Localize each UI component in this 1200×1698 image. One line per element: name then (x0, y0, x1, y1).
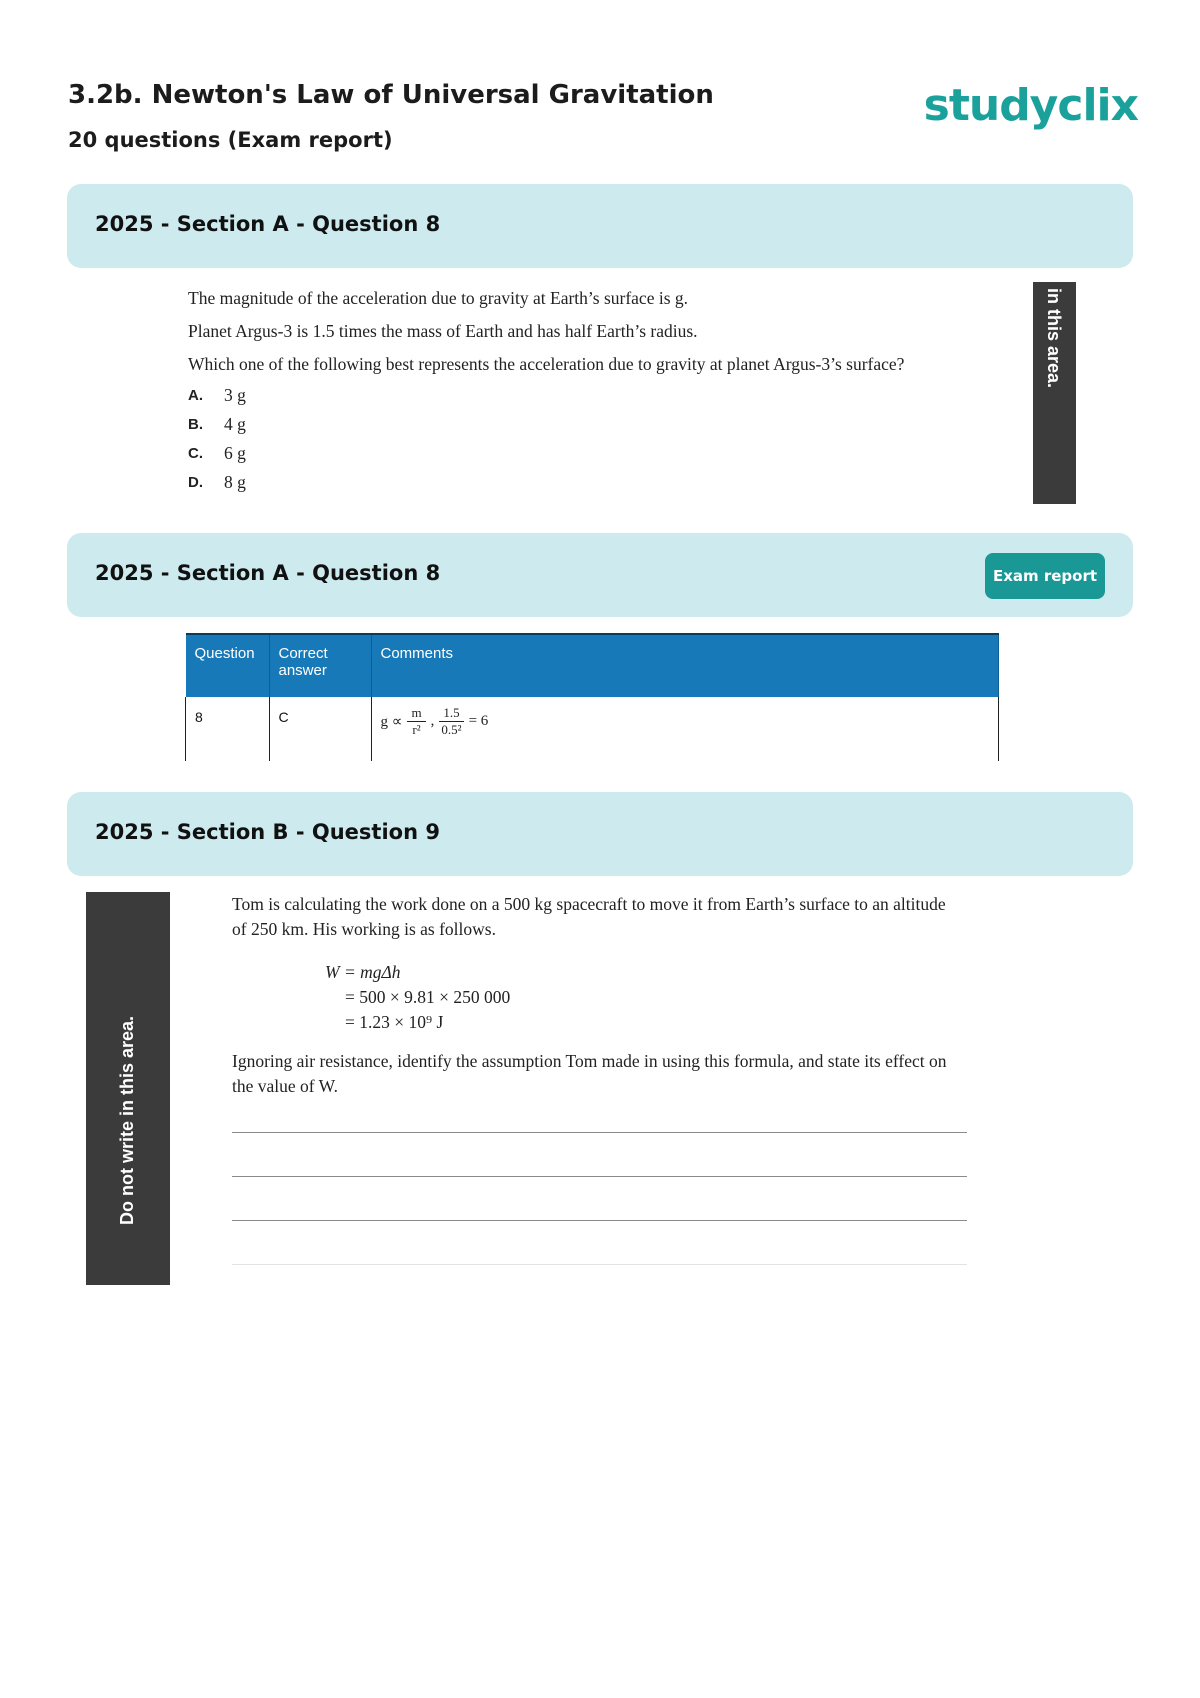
option-letter: D. (188, 474, 203, 491)
comment-formula (381, 705, 990, 738)
option-a (188, 381, 988, 410)
option-value: 3 g (224, 385, 246, 405)
answer-line[interactable] (232, 1264, 967, 1265)
option-value: 6 g (224, 443, 246, 463)
question-banner-2 (67, 533, 1133, 617)
option-value: 8 g (224, 472, 246, 492)
question-banner-label: 2025 - Section A - Question 8 (95, 561, 441, 585)
question-banner-3 (67, 792, 1133, 876)
option-d (188, 468, 988, 497)
question-prompt: Ignoring air resistance, identify the assumption Tom made in using this formula, and state its effect on the value of W. (232, 1051, 947, 1096)
formula-separator: , (430, 713, 435, 729)
question-text-line: Planet Argus-3 is 1.5 times the mass of Earth and has half Earth’s radius. (188, 321, 698, 341)
question-banner-label: 2025 - Section A - Question 8 (95, 212, 441, 236)
exam-report-button[interactable]: Exam report (985, 553, 1105, 599)
question-text-line: Which one of the following best represents the acceleration due to gravity at planet Argus-3’s surface? (188, 354, 905, 374)
working-line: = 500 × 9.81 × 250 000 (345, 987, 511, 1007)
formula-lhs: g ∝ (380, 714, 403, 730)
formula-rhs: = 6 (468, 713, 489, 729)
column-header-correct-answer: Correct answer (269, 634, 371, 697)
cell-comments (371, 697, 999, 761)
margin-notice-text: in this area. (1044, 288, 1064, 389)
working-block (325, 960, 962, 1035)
do-not-write-margin-left (86, 892, 170, 1285)
table-row (186, 697, 999, 761)
question-text-line: The magnitude of the acceleration due to gravity at Earth’s surface is g. (188, 288, 689, 308)
answer-line[interactable] (232, 1132, 967, 1133)
do-not-write-margin-right (1033, 282, 1076, 504)
option-letter: A. (188, 387, 203, 404)
document-title: 3.2b. Newton's Law of Universal Gravitation (68, 80, 714, 110)
option-letter: B. (188, 416, 203, 433)
fraction-m-over-r2 (407, 705, 425, 738)
margin-notice-text: Do not write in this area. (117, 1015, 137, 1225)
option-c (188, 439, 988, 468)
option-b (188, 410, 988, 439)
answer-line[interactable] (232, 1176, 967, 1177)
fraction-numerator: m (407, 705, 425, 722)
column-header-question: Question (186, 634, 270, 697)
table-header-row (186, 634, 999, 697)
question-banner-label: 2025 - Section B - Question 9 (95, 820, 440, 844)
answer-line[interactable] (232, 1220, 967, 1221)
working-line: W = mgΔh (325, 962, 401, 982)
option-value: 4 g (224, 414, 246, 434)
question-9-body (232, 892, 962, 1099)
column-header-comments: Comments (371, 634, 999, 697)
document-subtitle: 20 questions (Exam report) (68, 128, 393, 152)
question-intro: Tom is calculating the work done on a 500 kg spacecraft to move it from Earth’s surface to an altitude of 250 km. His working is as follows. (232, 894, 946, 939)
option-letter: C. (188, 445, 203, 462)
exam-report-table (185, 633, 999, 761)
fraction-numerator: 1.5 (439, 705, 463, 722)
question-banner-1 (67, 184, 1133, 268)
question-8-body (188, 282, 988, 497)
cell-question: 8 (186, 697, 270, 761)
studyclix-logo[interactable]: studyclix (923, 80, 1138, 131)
fraction-denominator: 0.5² (441, 722, 462, 737)
fraction-ratio (439, 705, 463, 738)
working-line: = 1.23 × 10⁹ J (345, 1012, 444, 1032)
fraction-denominator: r² (412, 722, 421, 737)
cell-correct-answer: C (269, 697, 371, 761)
